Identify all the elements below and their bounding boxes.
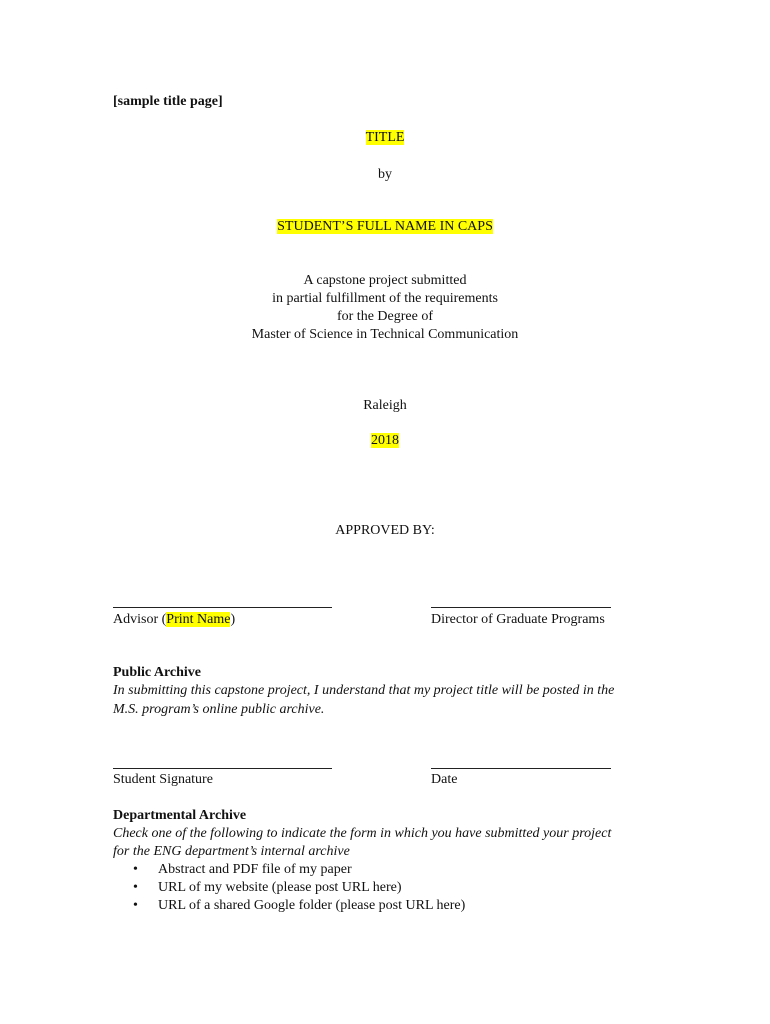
archive-option (113, 861, 465, 879)
departmental-archive-text-line: for the ENG department’s internal archive (113, 844, 350, 859)
year-line (0, 433, 770, 449)
advisor-prefix: Advisor ( (113, 612, 167, 627)
student-name-line (0, 219, 770, 235)
archive-option (113, 879, 465, 897)
approved-by-heading: APPROVED BY: (335, 523, 435, 538)
public-archive-heading: Public Archive (113, 665, 202, 680)
director-label: Director of Graduate Programs (431, 612, 605, 627)
advisor-signature-line (113, 607, 332, 608)
archive-option-label: URL of a shared Google folder (please post URL here) (158, 898, 466, 913)
student-signature-label: Student Signature (113, 772, 213, 787)
submission-line: A capstone project submitted (303, 273, 467, 288)
year-placeholder: 2018 (371, 433, 399, 448)
advisor-print-name-placeholder: Print Name (166, 612, 231, 627)
submission-statement (0, 272, 770, 344)
student-name-placeholder: STUDENT’S FULL NAME IN CAPS (277, 219, 493, 234)
archive-option-label: URL of my website (please post URL here) (158, 880, 402, 895)
archive-option-label: Abstract and PDF file of my paper (158, 862, 352, 877)
departmental-archive-heading: Departmental Archive (113, 808, 247, 823)
location: Raleigh (363, 398, 407, 413)
public-archive-text-line: M.S. program’s online public archive. (113, 702, 325, 717)
bullet-icon: • (133, 880, 138, 895)
departmental-archive-text-line: Check one of the following to indicate the form in which you have submitted your project (113, 826, 612, 841)
submission-line: in partial fulfillment of the requirements (272, 291, 498, 306)
student-signature-line (113, 768, 332, 769)
date-line (431, 768, 611, 769)
archive-option (113, 897, 465, 915)
title-line (0, 130, 770, 146)
submission-line: for the Degree of (336, 309, 433, 324)
archive-options-list (113, 861, 465, 915)
director-signature-line (431, 607, 611, 608)
bullet-icon: • (133, 898, 138, 913)
title-placeholder: TITLE (365, 130, 405, 145)
date-label: Date (431, 772, 458, 787)
sample-title-page-note: [sample title page] (113, 94, 223, 109)
advisor-suffix: ) (230, 612, 236, 627)
bullet-icon: • (133, 862, 138, 877)
advisor-label (113, 612, 235, 628)
by-line: by (378, 167, 392, 182)
submission-line: Master of Science in Technical Communication (251, 327, 519, 342)
public-archive-text-line: In submitting this capstone project, I understand that my project title will be posted in the (113, 683, 615, 698)
